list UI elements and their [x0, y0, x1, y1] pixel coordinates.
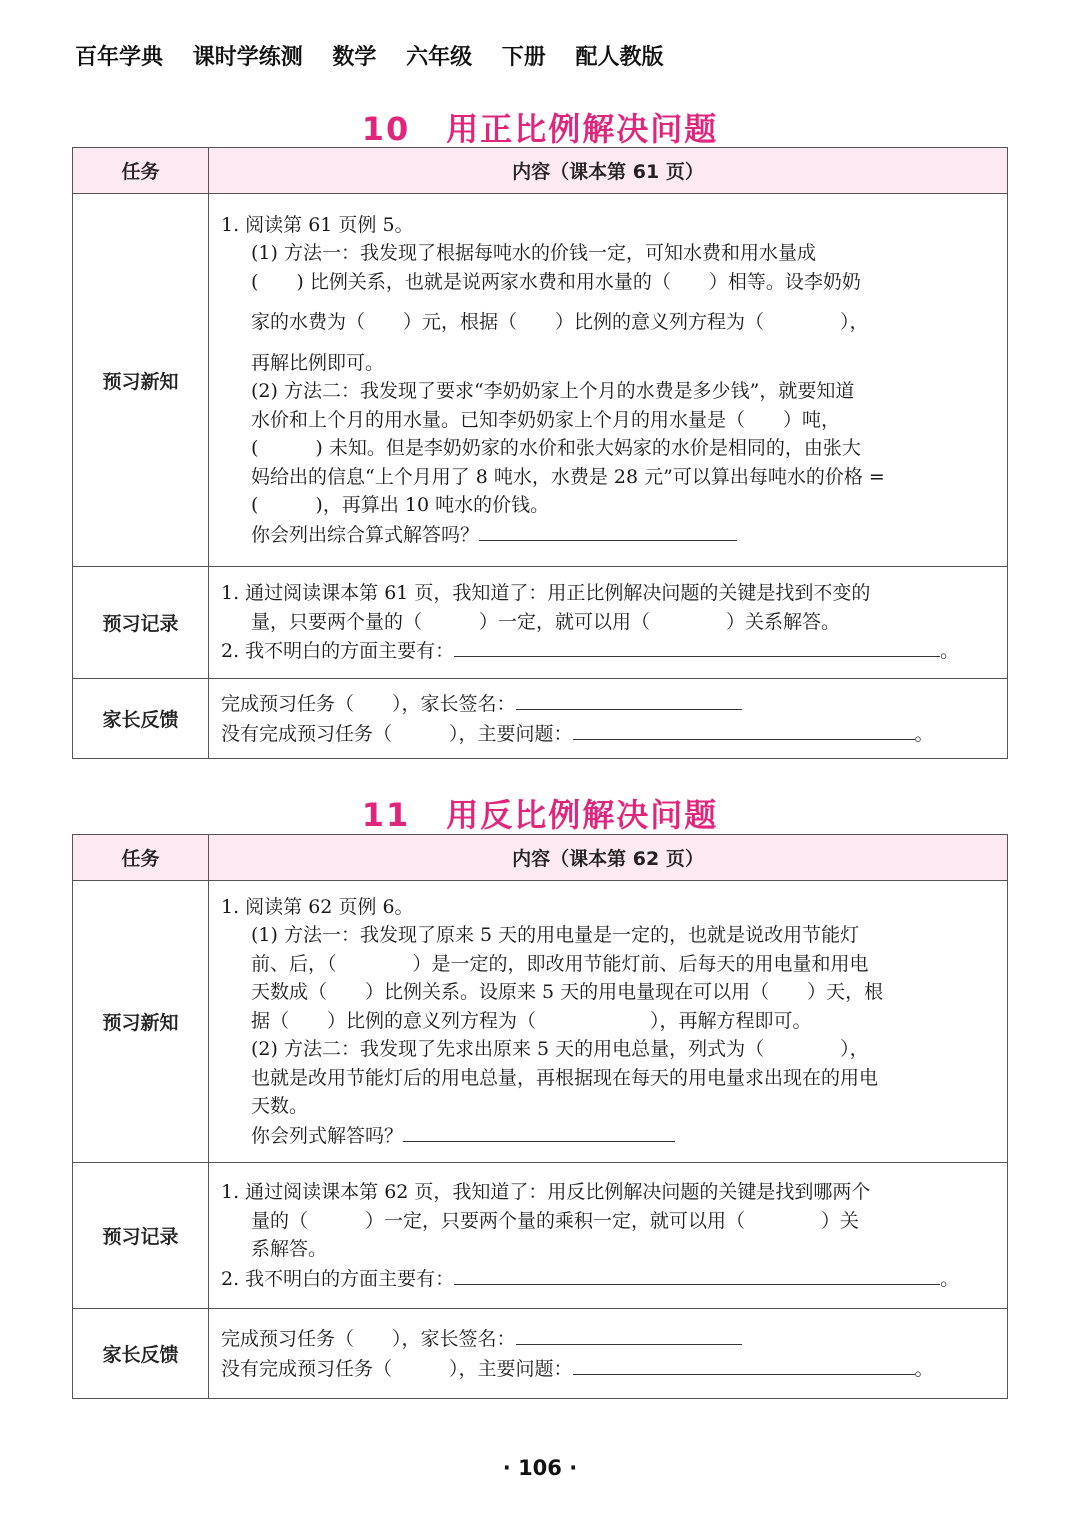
feedback-content: [209, 679, 1008, 759]
answer-blank[interactable]: [573, 719, 915, 740]
end-mark: 。: [940, 640, 960, 663]
text-line: 1. 阅读第 62 页例 6。: [221, 895, 414, 918]
answer-blank[interactable]: [403, 1121, 675, 1142]
signature-blank[interactable]: [516, 689, 742, 710]
text-line: 你会列出综合算式解答吗？: [251, 523, 480, 546]
text-line: 量的（ ）一定，只要两个量的乘积一定，就可以用（ ）关: [251, 1209, 860, 1232]
answer-blank[interactable]: [573, 1354, 915, 1375]
text-line: 2. 我不明白的方面主要有：: [221, 1267, 455, 1290]
text-line: 1. 通过阅读课本第 62 页，我知道了：用反比例解决问题的关键是找到哪两个: [221, 1181, 871, 1203]
text-line: 2. 我不明白的方面主要有：: [221, 640, 455, 663]
signature-blank[interactable]: [516, 1324, 742, 1345]
text-line: 前、后，（ ）是一定的，即改用节能灯前、后每天的用电量和用电: [251, 952, 869, 975]
page-number: · 106 ·: [502, 1456, 578, 1480]
record-content: [209, 1163, 1008, 1309]
end-mark: 。: [914, 722, 934, 745]
answer-line-row: [221, 719, 997, 749]
answer-line-row: [221, 520, 997, 550]
header-subject: 数学: [332, 45, 377, 70]
text-line: 水价和上个月的用水量。已知李奶奶家上个月的用水量是（ ）吨，: [251, 408, 841, 431]
answer-line-row: [221, 1264, 997, 1294]
row-label-feedback: 家长反馈: [73, 1309, 209, 1399]
text-line: 家的水费为（ ）元，根据（ ）比例的意义列方程为（ ），: [251, 311, 869, 334]
preview-content: [209, 194, 1008, 567]
answer-line-row: [221, 1324, 997, 1354]
header-volume: 下册: [501, 45, 546, 70]
text-line: ( )，再算出 10 吨水的价钱。: [251, 494, 550, 517]
row-label-preview: 预习新知: [73, 881, 209, 1163]
text-line: 妈给出的信息“上个月用了 8 吨水，水费是 28 元”可以算出每吨水的价格 =: [251, 465, 885, 488]
text-line: 没有完成预习任务（ ），主要问题：: [221, 1357, 573, 1380]
header-series: 百年学典: [75, 45, 164, 70]
text-line: ( ) 未知。但是李奶奶家的水价和张大妈家的水价是相同的，由张大: [251, 437, 861, 460]
answer-line-row: [221, 636, 997, 666]
text-line: 量，只要两个量的（ ）一定，就可以用（ ）关系解答。: [251, 610, 841, 633]
text-line: 再解比例即可。: [251, 351, 385, 374]
col-header-content: 内容（课本第 62 页）: [209, 835, 1008, 881]
end-mark: 。: [914, 1357, 934, 1380]
row-label-record: 预习记录: [73, 567, 209, 679]
text-line: 系解答。: [251, 1238, 328, 1260]
text-line: ( ) 比例关系，也就是说两家水费和用水量的（ ）相等。设李奶奶: [251, 270, 861, 293]
preview-content: [209, 881, 1008, 1163]
text-line: 你会列式解答吗？: [251, 1124, 404, 1147]
text-line: 天数成（ ）比例关系。设原来 5 天的用电量现在可以用（ ）天，根: [251, 981, 884, 1004]
row-label-feedback: 家长反馈: [73, 679, 209, 759]
lesson-10-table: [72, 147, 1008, 759]
feedback-content: [209, 1309, 1008, 1399]
answer-line-row: [221, 1354, 997, 1384]
text-line: 也就是改用节能灯后的用电总量，再根据现在每天的用电量求出现在的用电: [251, 1066, 879, 1089]
col-header-task: 任务: [73, 835, 209, 881]
col-header-task: 任务: [73, 148, 209, 194]
answer-blank[interactable]: [479, 520, 737, 541]
header-edition: 配人教版: [575, 45, 664, 70]
text-line: 完成预习任务（ ），家长签名：: [221, 693, 516, 715]
lesson-11-table: [72, 834, 1008, 1399]
text-line: (1) 方法一：我发现了根据每吨水的价钱一定，可知水费和用水量成: [251, 242, 816, 265]
end-mark: 。: [940, 1267, 960, 1290]
lesson-11-number: 11: [361, 796, 411, 834]
lesson-10-number: 10: [361, 110, 411, 148]
text-line: 据（ ）比例的意义列方程为（ ），再解方程即可。: [251, 1009, 812, 1032]
header-grade: 六年级: [406, 45, 473, 70]
text-line: 没有完成预习任务（ ），主要问题：: [221, 722, 573, 745]
lesson-10-title: [72, 104, 1008, 150]
row-label-preview: 预习新知: [73, 194, 209, 567]
text-line: 天数。: [251, 1095, 309, 1118]
lesson-11-title-text: 用反比例解决问题: [446, 796, 719, 834]
row-label-record: 预习记录: [73, 1163, 209, 1309]
answer-line-row: [221, 689, 997, 719]
text-line: (2) 方法二：我发现了先求出原来 5 天的用电总量，列式为（ ），: [251, 1038, 869, 1061]
lesson-11-title: [72, 790, 1008, 836]
answer-line-row: [221, 1121, 997, 1151]
col-header-content: 内容（课本第 61 页）: [209, 148, 1008, 194]
text-line: 1. 通过阅读课本第 61 页，我知道了：用正比例解决问题的关键是找到不变的: [221, 582, 871, 605]
text-line: 1. 阅读第 61 页例 5。: [221, 213, 414, 236]
text-line: 完成预习任务（ ），家长签名：: [221, 1328, 516, 1350]
text-line: (1) 方法一：我发现了原来 5 天的用电量是一定的，也就是说改用节能灯: [251, 924, 860, 947]
book-header: [75, 40, 685, 71]
text-line: (2) 方法二：我发现了要求“李奶奶家上个月的水费是多少钱”，就要知道: [251, 380, 855, 403]
answer-blank[interactable]: [454, 636, 940, 657]
answer-blank[interactable]: [454, 1264, 940, 1285]
lesson-10-title-text: 用正比例解决问题: [446, 110, 719, 148]
header-product: 课时学练测: [192, 45, 303, 70]
record-content: [209, 567, 1008, 679]
